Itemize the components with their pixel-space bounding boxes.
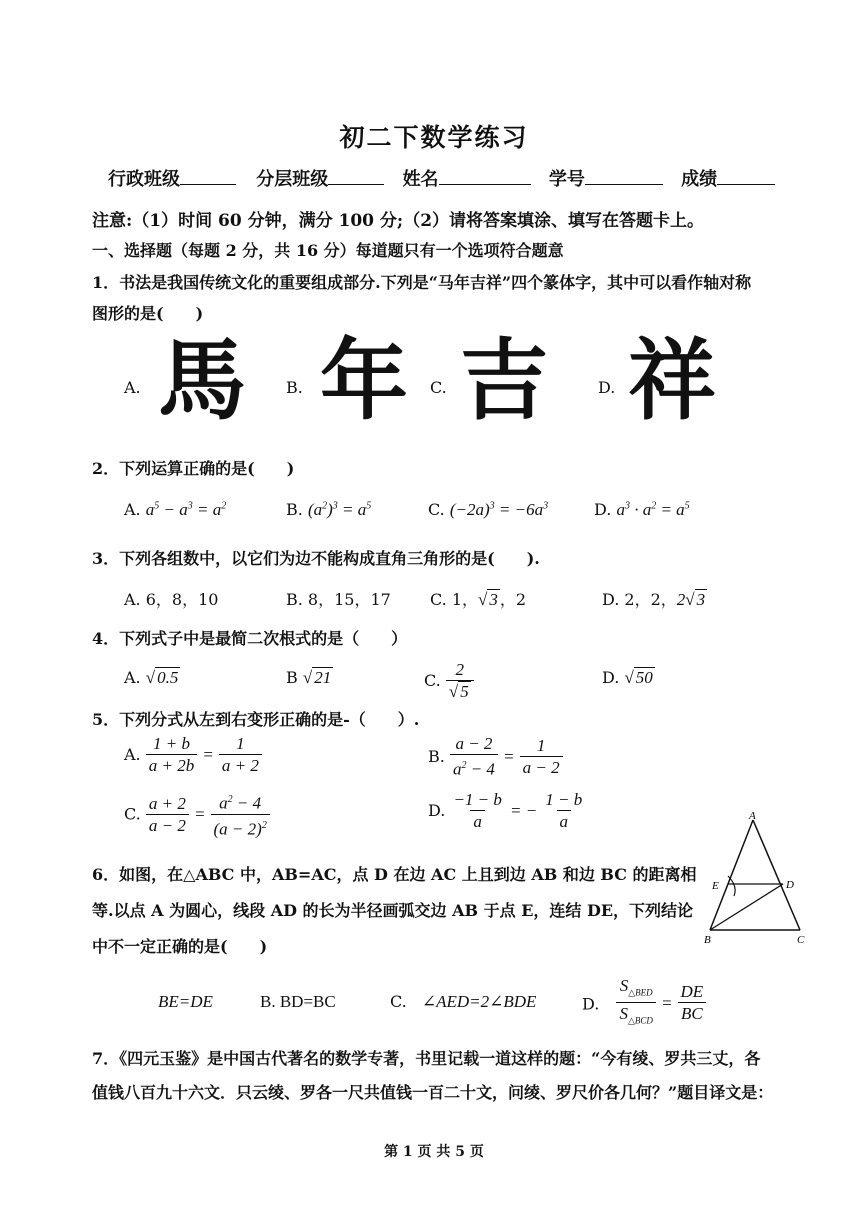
q3-option-c: C. 1，√ 3 ，2 bbox=[430, 590, 527, 609]
q1-glyph-d: 祥 bbox=[628, 328, 717, 432]
q1-stem-line2: 图形的是( ) bbox=[92, 304, 204, 323]
class-admin-label: 行政班级 bbox=[108, 169, 180, 190]
q4-option-d: D. √ 50 bbox=[602, 668, 653, 687]
q1-option-c-label: C. bbox=[430, 378, 447, 397]
q5-stem: 5．下列分式从左到右变形正确的是-（ ）. bbox=[92, 710, 420, 729]
name-label: 姓名 bbox=[402, 169, 439, 190]
q1-glyph-c: 吉 bbox=[460, 328, 549, 432]
section-heading: 一、选择题（每题 2 分，共 16 分）每道题只有一个选项符合题意 bbox=[92, 241, 564, 260]
q2-stem: 2．下列运算正确的是( ) bbox=[92, 459, 295, 478]
q4-fraction-c: $\frac{2}{√ 5}$ bbox=[446, 660, 474, 703]
q1-glyph-a: 馬 bbox=[158, 328, 247, 432]
q2-option-b: B. $(a^2)^3 = a^5$ bbox=[286, 500, 372, 519]
q4-option-b: B √ 21 bbox=[286, 668, 332, 687]
student-id-label: 学号 bbox=[548, 169, 585, 190]
class-admin-blank bbox=[180, 166, 236, 185]
label-c: C bbox=[797, 934, 805, 946]
arc-mark bbox=[728, 876, 735, 896]
q7-stem-line2: 值钱八百九十六文．只云绫、罗各一尺共值钱一百二十文，问绫、罗尺价各几何？”题目译文是： bbox=[92, 1083, 774, 1102]
label-e: E bbox=[712, 880, 719, 892]
q3-option-a: A. 6，8，10 bbox=[124, 590, 219, 609]
q2-option-c: C. $(-2a)^3 = -6a^3$ bbox=[428, 500, 549, 519]
side-ac bbox=[753, 820, 800, 930]
q2-option-a: A. $a^5 - a^3 = a^2$ bbox=[124, 500, 227, 519]
q2-option-d: D. $a^3 \cdot a^2 = a^5$ bbox=[594, 500, 690, 519]
q5-option-b: B. $\frac{a - 2}{a^2 - 4}$ = $\frac{1}{a - 2}$ bbox=[428, 734, 563, 781]
q4-option-a: A. √ 0.5 bbox=[124, 668, 179, 687]
class-level-blank bbox=[328, 166, 384, 185]
q6-option-c: C. ∠AED=2∠BDE bbox=[390, 992, 537, 1011]
label-d: D bbox=[786, 879, 794, 891]
q1-option-d-label: D. bbox=[598, 378, 616, 397]
score-label: 成绩 bbox=[681, 169, 718, 190]
q2-expr-b: $(a^2)^3 = a^5$ bbox=[307, 500, 372, 519]
segment-bd bbox=[710, 884, 783, 930]
page-footer: 第 1 页 共 5 页 bbox=[384, 1144, 484, 1160]
q1-stem-line1: 1．书法是我国传统文化的重要组成部分.下列是“马年吉祥”四个篆体字，其中可以看作轴对称 bbox=[92, 273, 752, 292]
q1-glyph-b: 年 bbox=[320, 328, 409, 432]
q3-option-d: D. 2，2，2√ 3 bbox=[602, 590, 706, 609]
class-level-label: 分层班级 bbox=[256, 169, 329, 190]
q2-expr-a: $a^5 - a^3 = a^2$ bbox=[145, 500, 227, 519]
q4-option-c: C. $\frac{2}{√ 5}$ bbox=[424, 660, 474, 703]
q7-stem-line1: 7．《四元玉鉴》是中国古代著名的数学专著，书里记载一道这样的题：“今有绫、罗共三丈，各 bbox=[92, 1049, 761, 1068]
q6-stem-line3: 中不一定正确的是( ) bbox=[92, 937, 268, 956]
label-a: A bbox=[749, 810, 756, 822]
q3-option-b: B. 8，15，17 bbox=[286, 590, 391, 609]
q6-triangle-figure bbox=[698, 810, 816, 950]
info-row bbox=[108, 165, 775, 191]
student-id-blank bbox=[585, 166, 663, 185]
q6-option-b: B. BD=BC bbox=[260, 992, 336, 1011]
q5-option-c: C. $\frac{a + 2}{a - 2}$ = $\frac{a^2 - 4}{(a - 2)^2}$ bbox=[124, 790, 270, 840]
q1-option-a-label: A. bbox=[124, 378, 141, 397]
page-title: 初二下数学练习 bbox=[339, 123, 529, 152]
q5-option-d: D. $\frac{-1 - b}{a}$ = − $\frac{1 - b}{a}$ bbox=[428, 790, 583, 831]
q6-stem-line2: 等.以点 A 为圆心，线段 AD 的长为半径画弧交边 AB 于点 E，连结 DE，下列结论 bbox=[92, 901, 694, 920]
name-blank bbox=[439, 166, 531, 185]
score-blank bbox=[717, 166, 775, 185]
q3-stem: 3．下列各组数中，以它们为边不能构成直角三角形的是( ). bbox=[92, 549, 540, 568]
side-ab bbox=[710, 820, 753, 930]
q6-stem-line1: 6．如图，在△ABC 中，AB=AC，点 D 在边 AC 上且到边 AB 和边 BC 的距离相 bbox=[92, 865, 697, 884]
q5-option-a: A. $\frac{1 + b}{a + 2b}$ = $\frac{1}{a + 2}$ bbox=[124, 734, 262, 777]
q2-expr-c: $(-2a)^3 = -6a^3$ bbox=[449, 500, 549, 519]
q1-option-b-label: B. bbox=[286, 378, 303, 397]
q2-expr-d: $a^3 \cdot a^2 = a^5$ bbox=[616, 500, 690, 519]
q6-option-a: BE=DE bbox=[158, 992, 213, 1011]
q6-option-d: D. $\frac{S_{\triangle BED}}{S_{\triangle BCD}}$ = $\frac{DE}{BC}$ bbox=[582, 976, 706, 1032]
notice: 注意:（1）时间 60 分钟，满分 100 分;（2）请将答案填涂、填写在答题卡上。 bbox=[92, 211, 705, 231]
label-b: B bbox=[704, 934, 711, 946]
q4-stem: 4．下列式子中是最简二次根式的是（ ） bbox=[92, 629, 408, 648]
